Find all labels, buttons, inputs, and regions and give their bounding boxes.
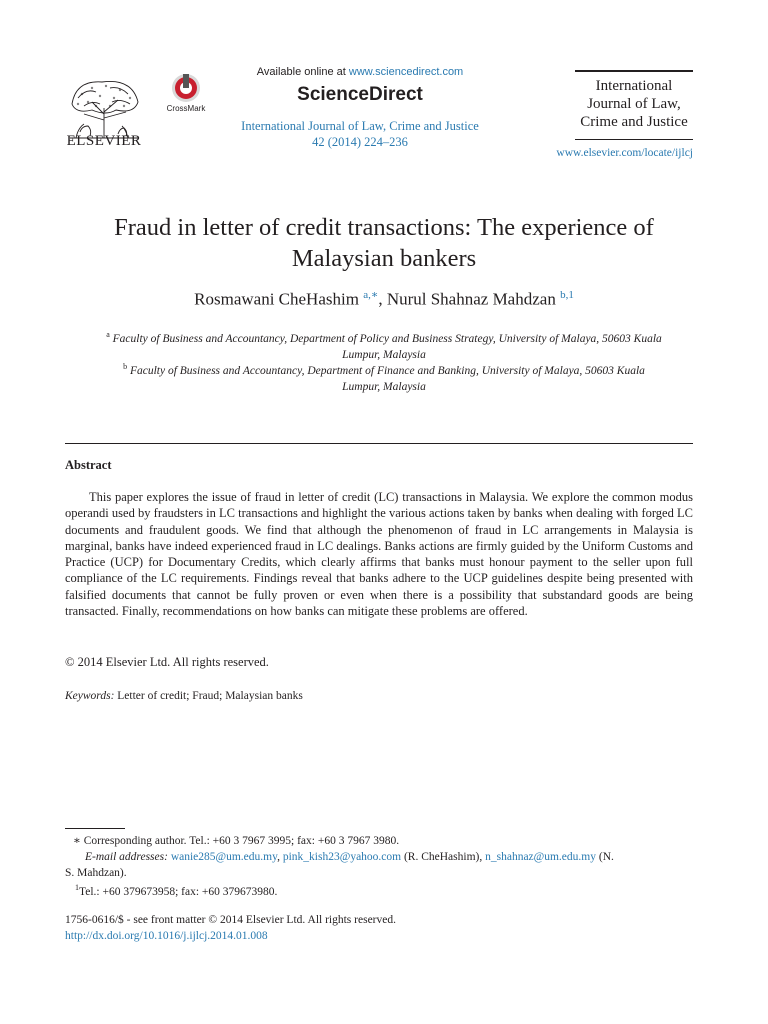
footnote-emails: [65, 850, 693, 866]
footnote-tel-mark: 1: [75, 883, 79, 892]
journal-citation-line1: International Journal of Law, Crime and Justice: [241, 119, 479, 133]
journal-name-line3: Crime and Justice: [580, 114, 688, 130]
abstract-copyright: © 2014 Elsevier Ltd. All rights reserved.: [65, 655, 269, 669]
email-link-2[interactable]: pink_kish23@yahoo.com: [282, 851, 402, 863]
author-2-affiliation-link[interactable]: b,1: [560, 289, 574, 301]
email-separator: ,: [277, 851, 283, 863]
available-online: [190, 66, 530, 78]
affiliation-b-mark: b: [123, 362, 128, 371]
article-title: [40, 212, 728, 274]
platform-name: ScienceDirect: [297, 84, 423, 105]
affiliation-a: [70, 327, 698, 363]
publisher-name: ELSEVIER: [66, 133, 142, 149]
footnote-divider: [65, 828, 125, 829]
journal-box-rule-bottom: [575, 139, 693, 140]
footnote-tel: [65, 880, 693, 900]
journal-citation[interactable]: [190, 118, 530, 150]
author-list: [40, 288, 728, 310]
sciencedirect-link[interactable]: www.sciencedirect.com: [348, 66, 464, 78]
doi-link[interactable]: http://dx.doi.org/10.1016/j.ijlcj.2014.01.008: [65, 930, 268, 942]
author-separator: , Nurul Shahnaz Mahdzan: [378, 289, 561, 309]
journal-name-box: [570, 77, 698, 131]
journal-name-line2: Journal of Law,: [587, 96, 681, 112]
journal-name-line1: International: [595, 78, 673, 94]
affiliation-a-line2: Lumpur, Malaysia: [342, 348, 426, 361]
email-owner-2: (N.: [595, 851, 614, 863]
author-1-affiliation-link[interactable]: a,∗: [363, 289, 379, 301]
abstract-divider: [65, 443, 693, 444]
affiliation-b: [70, 359, 698, 395]
available-prefix: Available online at: [256, 66, 349, 78]
journal-citation-line2: 42 (2014) 224–236: [312, 135, 408, 149]
keywords-label: Keywords:: [65, 690, 115, 702]
footnote-corresponding: ∗ Corresponding author. Tel.: +60 3 7967 3995; fax: +60 3 7967 3980.: [73, 835, 400, 847]
keywords: [65, 690, 303, 702]
affiliation-a-line1: Faculty of Business and Accountancy, Department of Policy and Business Strategy, University of Malaya, 50603 Kuala: [112, 332, 662, 345]
email-link-1[interactable]: wanie285@um.edu.my: [170, 851, 278, 863]
email-label: E-mail addresses:: [85, 851, 168, 863]
footnote-email-owner-continued: S. Mahdzan).: [65, 867, 127, 879]
affiliation-a-mark: a: [106, 330, 110, 339]
abstract-heading: Abstract: [65, 458, 112, 472]
footnote-tel-text: Tel.: +60 379673958; fax: +60 379673980.: [79, 885, 278, 898]
issn-line: 1756-0616/$ - see front matter © 2014 Elsevier Ltd. All rights reserved.: [65, 914, 396, 926]
abstract-text: This paper explores the issue of fraud in letter of credit (LC) transactions in Malaysia. We explore the common modus operandi used by fraudsters in LC transactions and highlight the various actions taken by banks when dealing with forged LC documents and fraudulent goods. We find that although the phenomenon of fraud in LC arrangements in Malaysia is marginal, banks have indeed experienced fraud in LC dealings. Banks actions are firmly guided by the Uniform Customs and Practice (UCP) for Documentary Credits, which clearly affirms that banks must honour payment to the seller upon full compliance of the LC requirements. Findings reveal that banks adhere to the UCP guidelines despite being presented with falsified documents that cannot be fully proven or even when there is a possibility that substandard goods are being transacted. Finally, recommendations on how banks can mitigate these problems are offered.: [65, 490, 693, 619]
crossmark-label: CrossMark: [166, 104, 206, 113]
author-1: Rosmawani CheHashim: [194, 289, 364, 309]
email-owner-1: (R. CheHashim),: [401, 851, 486, 863]
journal-url-link[interactable]: www.elsevier.com/locate/ijlcj: [556, 147, 693, 159]
keywords-list: Letter of credit; Fraud; Malaysian banks: [114, 690, 303, 702]
affiliation-b-line1: Faculty of Business and Accountancy, Department of Finance and Banking, University of Malaya, 50603 Kuala: [129, 364, 645, 377]
email-link-3[interactable]: n_shahnaz@um.edu.my: [485, 851, 596, 863]
article-title-line1: Fraud in letter of credit transactions: The experience of: [114, 214, 654, 241]
journal-box-rule-top: [575, 70, 693, 72]
affiliation-b-line2: Lumpur, Malaysia: [342, 380, 426, 393]
article-title-line2: Malaysian bankers: [291, 245, 477, 272]
